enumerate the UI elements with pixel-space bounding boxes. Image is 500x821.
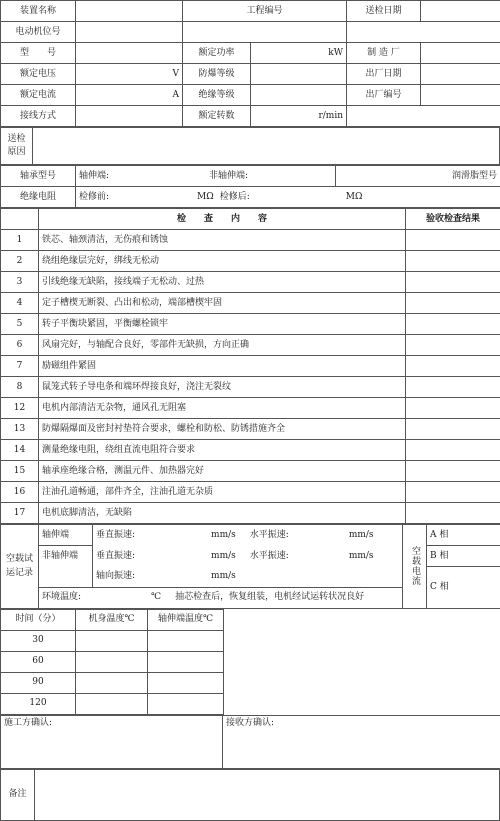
inspection-item-text: 风扇完好，与轴配合良好，零部件无缺损，方向正确	[39, 335, 406, 356]
temp-row	[1, 630, 500, 651]
inspection-item-text: 注油孔道畅通，部件齐全，注油孔道无杂质	[39, 482, 406, 503]
factory-date-value[interactable]	[421, 64, 500, 85]
rated-voltage-unit: V	[76, 64, 183, 85]
trial-current-label: 空载电流	[403, 525, 427, 609]
inspection-item-text: 定子槽楔无断裂、凸出和松动，端部槽楔牢固	[39, 293, 406, 314]
inspection-item-no: 17	[1, 503, 39, 524]
inspection-item-text: 鼠笼式转子导电条和端环焊接良好，浇注无裂纹	[39, 377, 406, 398]
temp-blank-area	[224, 609, 500, 630]
trial-shaft-vib	[93, 525, 403, 546]
inspection-table	[0, 208, 500, 524]
temp-time: 30	[1, 630, 76, 651]
device-name-value[interactable]	[76, 1, 183, 22]
phase-c: C 相	[427, 567, 500, 609]
inspection-item-no: 2	[1, 251, 39, 272]
insulation-grade-value[interactable]	[251, 85, 347, 106]
footer-table	[0, 715, 500, 769]
inspection-item-result[interactable]	[406, 503, 500, 524]
trial-nonshaft-horizontal: 水平振速:	[250, 551, 289, 561]
temp-shaft-value[interactable]	[148, 651, 224, 672]
inspection-row	[1, 398, 500, 419]
inspection-item-result[interactable]	[406, 293, 500, 314]
rated-power-unit: kW	[251, 43, 347, 64]
explosion-grade-label: 防爆等级	[183, 64, 251, 85]
project-no-label: 工程编号	[183, 1, 347, 22]
inspection-item-text: 电机内部清洁无杂物，通风孔无阻塞	[39, 398, 406, 419]
inspection-item-no: 3	[1, 272, 39, 293]
wiring-label: 接线方式	[1, 106, 76, 127]
temp-body-value[interactable]	[76, 672, 148, 693]
manufacturer-label: 制 造 厂	[347, 43, 421, 64]
trial-shaft-vertical-unit: mm/s	[211, 530, 236, 540]
trial-axial: 轴向振速:	[96, 571, 135, 581]
inspection-row	[1, 377, 500, 398]
header-table	[0, 0, 500, 127]
send-date-label: 送检日期	[347, 1, 421, 22]
factory-no-label: 出厂编号	[347, 85, 421, 106]
receiver-confirm[interactable]: 接收方确认:	[223, 715, 500, 768]
trial-axial-vib	[93, 567, 403, 588]
inspection-item-result[interactable]	[406, 314, 500, 335]
temp-body-header: 机身温度℃	[76, 609, 148, 630]
trial-nonshaft-vib	[93, 546, 403, 567]
inspection-item-result[interactable]	[406, 356, 500, 377]
inspection-item-no: 4	[1, 293, 39, 314]
temp-row	[1, 651, 500, 672]
inspection-item-text: 引线绝缘无缺陷，接线端子无松动、过热	[39, 272, 406, 293]
device-name-label: 装置名称	[1, 1, 76, 22]
inspection-item-text: 测量绝缘电阻，绕组直流电阻符合要求	[39, 440, 406, 461]
trial-nonshaft-vertical: 垂直振速:	[96, 551, 135, 561]
trial-temp-unit: ℃	[151, 592, 161, 602]
send-date-value[interactable]	[421, 1, 500, 22]
inspection-row	[1, 356, 500, 377]
contractor-confirm[interactable]: 施工方确认:	[1, 715, 223, 768]
temp-shaft-value[interactable]	[148, 693, 224, 714]
inspection-item-no: 13	[1, 419, 39, 440]
trial-table	[0, 524, 500, 609]
insulation-before: 检修前:	[79, 192, 109, 202]
trial-label: 空载试运记录	[1, 525, 39, 609]
rated-current-unit: A	[76, 85, 183, 106]
inspection-row	[1, 419, 500, 440]
inspection-item-result[interactable]	[406, 419, 500, 440]
motor-position-value[interactable]	[76, 22, 183, 43]
trial-axial-unit: mm/s	[211, 571, 236, 581]
temperature-table	[0, 609, 500, 715]
model-value[interactable]	[76, 43, 183, 64]
inspection-item-text: 电机底脚清洁，无缺陷	[39, 503, 406, 524]
trial-shaft-horizontal: 水平振速:	[250, 530, 289, 540]
inspection-item-no: 1	[1, 230, 39, 251]
temp-time: 60	[1, 651, 76, 672]
motor-position-label: 电动机位号	[1, 22, 76, 43]
inspection-row	[1, 335, 500, 356]
bearing-table	[0, 165, 500, 208]
grease-label: 润滑脂型号	[336, 166, 500, 187]
factory-date-label: 出厂日期	[347, 64, 421, 85]
inspection-row	[1, 440, 500, 461]
inspection-item-text: 铁芯、轴颈清洁，无伤痕和锈蚀	[39, 230, 406, 251]
model-label: 型 号	[1, 43, 76, 64]
insulation-unit-2: MΩ	[346, 192, 363, 202]
wiring-value[interactable]	[76, 106, 183, 127]
send-date-extra[interactable]	[347, 22, 500, 43]
phase-b: B 相	[427, 546, 500, 567]
inspection-row	[1, 461, 500, 482]
inspection-item-result[interactable]	[406, 461, 500, 482]
inspection-item-result[interactable]	[406, 482, 500, 503]
trial-note: 抽芯检查后，恢复组装，电机经试运转状况良好	[175, 592, 364, 602]
rated-current-label: 额定电流	[1, 85, 76, 106]
inspection-title: 检 查 内 容	[39, 209, 406, 230]
inspection-row	[1, 314, 500, 335]
inspection-item-text: 励磁组件紧固	[39, 356, 406, 377]
inspection-item-result[interactable]	[406, 398, 500, 419]
remarks-value[interactable]	[35, 769, 500, 820]
temp-time: 120	[1, 693, 76, 714]
trial-nonshaft-vertical-unit: mm/s	[211, 551, 236, 561]
trial-ambient: 环境温度:	[42, 592, 81, 602]
reason-label: 送检原因	[1, 128, 33, 165]
inspection-item-no: 15	[1, 461, 39, 482]
inspection-item-result[interactable]	[406, 230, 500, 251]
inspection-row	[1, 293, 500, 314]
rated-voltage-label: 额定电压	[1, 64, 76, 85]
inspection-result-title: 验收检查结果	[406, 209, 500, 230]
insulation-after: 检修后:	[220, 192, 250, 202]
header-blank	[347, 106, 500, 127]
factory-no-value[interactable]	[421, 85, 500, 106]
trial-shaft-vertical: 垂直振速:	[96, 530, 135, 540]
inspection-item-text: 防爆隔爆面及密封衬垫符合要求，螺栓和防松、防锈措施齐全	[39, 419, 406, 440]
bearing-shaft-end: 轴伸端:	[79, 171, 109, 181]
insulation-values	[76, 187, 500, 208]
inspection-item-no: 14	[1, 440, 39, 461]
bearing-shafts	[76, 166, 336, 187]
bearing-non-shaft-end: 非轴伸端:	[209, 171, 248, 181]
inspection-row	[1, 503, 500, 524]
trial-ambient-row	[39, 587, 403, 608]
insulation-label: 绝缘电阻	[1, 187, 76, 208]
trial-shaft-end: 轴伸端	[39, 525, 93, 546]
inspection-item-result[interactable]	[406, 251, 500, 272]
project-no-value[interactable]	[183, 22, 347, 43]
trial-shaft-horizontal-unit: mm/s	[349, 530, 374, 540]
inspection-item-text: 转子平衡块紧固，平衡螺栓锁牢	[39, 314, 406, 335]
remarks-table	[0, 769, 500, 821]
inspection-item-result[interactable]	[406, 272, 500, 293]
inspection-row	[1, 230, 500, 251]
temp-body-value[interactable]	[76, 630, 148, 651]
phase-a: A 相	[427, 525, 500, 546]
inspection-item-result[interactable]	[406, 335, 500, 356]
inspection-item-result[interactable]	[406, 377, 500, 398]
insulation-unit-1: MΩ	[197, 192, 214, 202]
inspection-item-no: 8	[1, 377, 39, 398]
bearing-label: 轴承型号	[1, 166, 76, 187]
insulation-grade-label: 绝缘等级	[183, 85, 251, 106]
inspection-item-no: 7	[1, 356, 39, 377]
remarks-label: 备注	[1, 769, 35, 820]
temp-body-value[interactable]	[76, 651, 148, 672]
explosion-grade-value[interactable]	[251, 64, 347, 85]
reason-value[interactable]	[33, 128, 500, 165]
trial-nonshaft-horizontal-unit: mm/s	[349, 551, 374, 561]
reason-table	[0, 127, 500, 165]
temp-row	[1, 693, 500, 714]
inspection-item-text: 绕组绝缘层完好，绑线无松动	[39, 251, 406, 272]
temp-shaft-header: 轴伸端温度℃	[148, 609, 224, 630]
rated-speed-label: 额定转数	[183, 106, 251, 127]
inspection-no-header	[1, 209, 39, 230]
inspection-row	[1, 251, 500, 272]
inspection-item-no: 12	[1, 398, 39, 419]
inspection-item-result[interactable]	[406, 440, 500, 461]
rated-speed-unit: r/min	[251, 106, 347, 127]
manufacturer-value[interactable]	[421, 43, 500, 64]
inspection-item-no: 5	[1, 314, 39, 335]
trial-axial-blank	[39, 567, 93, 588]
temp-time-header: 时间（分）	[1, 609, 76, 630]
temp-row	[1, 672, 500, 693]
temp-time: 90	[1, 672, 76, 693]
trial-non-shaft-end: 非轴伸端	[39, 546, 93, 567]
temp-body-value[interactable]	[76, 693, 148, 714]
inspection-item-text: 轴承座绝缘合格，测温元件、加热器完好	[39, 461, 406, 482]
temp-shaft-value[interactable]	[148, 672, 224, 693]
temp-shaft-value[interactable]	[148, 630, 224, 651]
inspection-item-no: 16	[1, 482, 39, 503]
rated-power-label: 额定功率	[183, 43, 251, 64]
inspection-row	[1, 482, 500, 503]
inspection-item-no: 6	[1, 335, 39, 356]
inspection-row	[1, 272, 500, 293]
